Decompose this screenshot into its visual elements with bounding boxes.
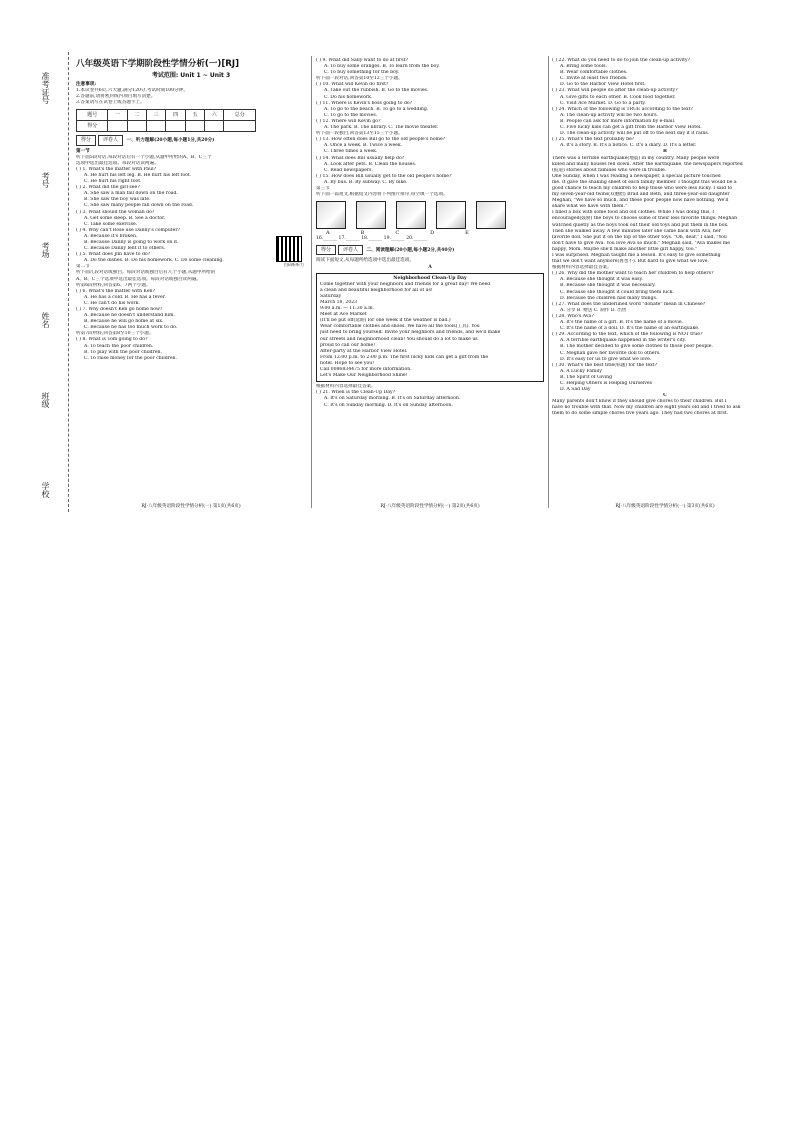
score-value-row	[77, 121, 256, 132]
text-line: A. He hurt his left leg. B. He hurt his left foot.	[84, 172, 192, 178]
text-line: a clean and beautiful neighborhood for all of us!	[320, 287, 433, 293]
score-cell: 三	[147, 110, 166, 121]
text-line: C	[663, 393, 667, 399]
text-line: A. Do the dishes. B. Do his homework. C. Do some cleaning.	[84, 258, 224, 264]
text-line: C. Because she thought it could bring them luck.	[560, 289, 674, 295]
notice-box	[316, 273, 544, 383]
text-line: A. Give gifts to each other. B. Cook food together.	[560, 94, 676, 100]
picture-label: A	[326, 230, 330, 237]
text-line: After-party at the Harbor View Hotel.	[320, 348, 408, 354]
text-line: ( ) 6. What's the matter with Ken?	[76, 288, 155, 294]
answer-blanks[interactable]: 16.______ 17.______ 18.______ 19.______ 20.______	[316, 236, 428, 242]
grader-box: 评卷人	[338, 245, 363, 255]
text-line: C. To raise money for the poor children.	[84, 355, 177, 361]
section-header	[76, 135, 306, 145]
text-line: 听下面一篇短文,根据短文内容将下列图片排序,每空填一个选项。	[316, 192, 448, 198]
score-cell	[224, 121, 256, 132]
text-line: Meet at Ace Market	[320, 312, 367, 318]
score-cell: 四	[166, 110, 185, 121]
text-line: C. He can't do his work.	[84, 300, 140, 306]
gutter-label: 考场	[41, 242, 50, 258]
text-line: A. Because she thought it was easy.	[560, 277, 643, 283]
picture-c	[396, 201, 426, 229]
text-line: Call 0086834475 for more information.	[320, 367, 412, 373]
text-line: A. 分享 B. 赠送 C. 制作 D. 出售	[560, 307, 627, 313]
text-line: hotel. Hope to see you!	[320, 360, 375, 366]
qr-caption: 扫码听听力	[284, 262, 304, 267]
text-line: A. By bus. B. By subway. C. By bike.	[324, 179, 408, 185]
picture-label: E	[465, 230, 469, 237]
text-line: ( ) 26. Why did the mother want to teach her children to help others?	[552, 271, 714, 277]
picture-row	[316, 201, 544, 229]
text-line: ( ) 24. Which of the following is TRUE according to the text?	[552, 106, 693, 112]
notice-title: Neighborhood Clean-Up Day	[393, 275, 467, 281]
text-line: B. Because she thought it was necessary.	[560, 283, 656, 289]
text-line: 根据材料内容选择最佳答案。	[316, 384, 376, 390]
passage-b	[552, 156, 778, 266]
text-line: ( ) 15. How does Bill usually get to the old people's home?	[316, 173, 452, 179]
exam-title: 八年级英语下学期阶段性学情分析(一)[RJ]	[76, 59, 240, 69]
question-list	[552, 265, 778, 417]
text-line: ( ) 3. What should the woman do?	[76, 209, 155, 215]
text-line: Meghan, "We have so much, and these poor people now have nothing. We'll	[552, 198, 729, 204]
text-line: B. Because Danny is going to work on it.	[84, 239, 179, 245]
text-line: just need to bring yourself. Invite your neighbors and friends, and we'll make	[320, 330, 501, 336]
text-line: ( ) 9. What did Sally want to do at first?	[316, 58, 408, 63]
text-line: 2.答题前,请将密封线内项目填写清楚。	[76, 94, 156, 100]
text-line: ( ) 14. What does Bill usually help do?	[316, 155, 405, 161]
text-line: A. A Lucky Family	[560, 368, 602, 374]
picture-d	[436, 201, 466, 229]
text-line: B. To play with the poor children.	[84, 349, 162, 355]
text-line: watched quietly as the boys took out their old toys and put them in the box.	[552, 222, 729, 228]
page-footer: RJ·八年级英语阶段性学情分析(一) 第2页(共6页)	[380, 503, 480, 509]
notice-list	[76, 88, 306, 106]
picture-e	[476, 201, 506, 229]
text-line: don't have to give Ava. You love Ava so much." Meghan said, "Ava makes me	[552, 240, 730, 246]
text-line: C. Because Danny lent it to others.	[84, 246, 166, 252]
column-divider	[311, 56, 312, 508]
text-line: ( ) 30. What's the best title(标题) for the text?	[552, 362, 658, 368]
text-line: C. Take some exercise.	[84, 221, 138, 227]
text-line: C. It's the name of a doll. D. It's the name of an earthquake.	[560, 326, 700, 332]
text-line: C. Five lucky kids can get a gift from the Harbor View Hotel.	[560, 125, 702, 131]
text-line: There was a terrible earthquake(地震) in my country. Many people were	[552, 155, 720, 161]
text-line: A. Take out the rubbish. B. Go to the movies.	[324, 88, 429, 94]
picture-label: C	[395, 230, 400, 237]
text-line: 1.本试卷共6页,六大题,满分120分,考试时间100分钟。	[76, 88, 188, 94]
column-divider	[548, 56, 549, 508]
binding-gutter	[34, 52, 69, 512]
score-box: 得分	[76, 135, 96, 145]
notice-heading: 注意事项:	[76, 82, 97, 88]
text-line: 听第6段材料,回答第6、7两个小题。	[76, 282, 151, 288]
score-cell: 六	[205, 110, 224, 121]
score-cell: 总分	[224, 110, 256, 121]
text-line: A. Because he doesn't understand him.	[84, 313, 175, 319]
text-line: killed and many houses fell down. After the earthquake, the newspapers reported	[552, 161, 743, 167]
text-line: A. To go to the beach. B. To go to a wedding.	[324, 106, 429, 112]
score-cell: 得分	[77, 121, 108, 132]
text-line: 根据材料内容选择最佳答案。	[552, 265, 612, 271]
text-line: ( ) 23. What will people do after the clean-up activity?	[552, 88, 678, 94]
text-line: C. Invite at least two friends.	[560, 76, 628, 82]
text-line: A. It's on Saturday morning. B. It's on Saturday afternoon.	[324, 396, 461, 402]
text-line: ( ) 11. Where is Kevin's boss going to do?	[316, 100, 413, 106]
text-line: D. Go to the Harbor View Hotel first.	[560, 82, 646, 88]
text-line: A. Get some sleep. B. See a doctor.	[84, 215, 166, 221]
question-list	[76, 167, 306, 362]
text-line: B. People can ask for more information by e-mail.	[560, 118, 676, 124]
text-line: A. Once a week. B. Twice a week.	[324, 143, 403, 149]
part-title: 第一节	[76, 148, 90, 154]
text-line: Come together with your neighbors and friends for a great day! We need	[320, 281, 491, 287]
text-line: 听下面5段对话,每段对话后有一个小题,从题中所给的A、B、C三个	[76, 154, 212, 160]
text-line: C. It's on Sunday morning. D. It's on Sunday afternoon.	[324, 402, 453, 408]
text-line: D. It's easy for us to give what we love.	[560, 356, 652, 362]
part-description	[76, 155, 306, 167]
text-line: C. Helping Others is Helping Ourselves	[560, 380, 652, 386]
page-3	[552, 58, 778, 510]
text-line: happy, Mom. Maybe she'll make another little girl happy, too."	[552, 246, 697, 252]
score-cell: 题号	[77, 110, 108, 121]
text-line: encouraged(鼓励) the boys to choose some of their less favorite things. Meghan	[552, 216, 738, 222]
score-cell: 二	[127, 110, 146, 121]
qr-code[interactable]	[276, 236, 302, 262]
text-line: ( ) 12. Where will Kevin go?	[316, 118, 381, 124]
grader-box: 评卷人	[98, 135, 123, 145]
section-title: 一、听力理解(20小题,每小题1分,共20分)	[126, 138, 215, 144]
picture-label: B	[360, 230, 365, 237]
text-line: A. A terrible earthquake happened in the writer's city.	[560, 338, 687, 344]
text-line: them to do some simple chores five years ago. They had two chores at first.	[552, 411, 729, 417]
passage-letter: A	[428, 264, 432, 270]
page-footer: RJ·八年级英语阶段性学情分析(一) 第1页(共6页)	[141, 503, 241, 509]
text-line: B. Wear comfortable clothes.	[560, 70, 628, 76]
text-line: 听下面几段对话或独白。每段对话或独白后有几个小题,从题中所给的	[76, 270, 216, 276]
text-line: C. Meghan gave her favorite doll to others.	[560, 350, 661, 356]
text-line: 选项中选出最佳选项。每段对话读两遍。	[76, 160, 159, 166]
text-line: ( ) 21. When is the Clean-Up Day?	[316, 390, 396, 396]
text-line: 听第7段材料,回答第8至10三个小题。	[76, 331, 154, 337]
text-line: me. It gave the shaking sheet of each family member. I thought this would be a	[552, 179, 737, 185]
exam-sheet	[34, 52, 746, 512]
text-line: A. The clean-up activity will be two hours.	[560, 112, 659, 118]
gutter-label: 学校	[41, 482, 50, 498]
text-line: good chance to teach my children to help those who were less lucky. I said to	[552, 185, 733, 191]
text-line: B. Because he will go home at six.	[84, 319, 164, 325]
text-line: C. She saw many people fall down on the road.	[84, 203, 194, 209]
text-line: 听下面一段独白,回答第13至15三个小题。	[316, 131, 403, 137]
text-line: C. Visit Ace Market. D. Go to a party.	[560, 100, 646, 106]
score-cell: 一	[108, 110, 127, 121]
text-line: B. She saw the boy was late.	[84, 197, 151, 203]
text-line: A. Because it's broken.	[84, 233, 138, 239]
text-line: A、B、C三个选项中选出最佳选项。每段对话或独白读两遍。	[76, 276, 202, 282]
text-line: D. The clean-up activity will be put off to the next day if it rains.	[560, 131, 710, 137]
text-line: C. Read newspapers.	[324, 167, 373, 173]
text-line: A. The park. B. The library. C. The movie theater.	[324, 125, 439, 131]
text-line: A. To teach the poor children.	[84, 343, 154, 349]
text-line: proud to call our home!	[320, 342, 376, 348]
text-line: 3.答案请写在试卷上或答题卡上。	[76, 100, 145, 106]
text-line: ( ) 13. How often does Bill go to the old people's home?	[316, 137, 446, 143]
text-line: our streets and neighborhood clean! You should do a lot to make us	[320, 336, 478, 342]
gutter-label: 班级	[41, 392, 50, 408]
text-line: I filled a box with some food and old clothes. While I was doing this, I	[552, 210, 715, 216]
text-line: that we don't want anymore(再也不). But hard to give what we love.	[552, 259, 709, 265]
page-footer: RJ·八年级英语阶段性学情分析(一) 第3页(共6页)	[615, 503, 715, 509]
score-box: 得分	[316, 245, 336, 255]
text-line: C. He hurt his right foot.	[84, 179, 142, 185]
score-table	[76, 109, 256, 132]
score-cell	[147, 121, 166, 132]
score-header-row	[77, 110, 256, 121]
text-line: A. It's a story. B. It's a notice. C. It's a diary. D. It's a letter.	[560, 143, 697, 149]
text-line: A. She saw a man fall down on the road.	[84, 191, 178, 197]
text-line: C. Do his homework.	[324, 94, 373, 100]
text-line: B	[663, 149, 667, 155]
text-line: I was surprised. Meghan taught me a lesson. It's easy to give something	[552, 253, 721, 258]
section-header	[316, 245, 544, 255]
picture-a	[316, 201, 346, 229]
text-line: ( ) 28. Who's Ava?	[552, 313, 594, 319]
text-line: Wear comfortable clothes and shoes. We have all the tools(工具). You	[320, 324, 480, 330]
text-line: have no trouble with that. Now my children are eight years old and I tried to ask	[552, 405, 741, 411]
text-line: C. To buy something for the boy.	[324, 70, 400, 76]
text-line: One Sunday, when I was reading a newspaper, a special picture touched	[552, 173, 721, 179]
text-line: share what we have with them."	[552, 204, 628, 210]
notice-body	[320, 282, 540, 380]
question-list	[552, 58, 778, 156]
text-line: 第三节	[316, 185, 330, 191]
text-line: my seven-year-old twins(双胞胎) Brad and Beth, and three-year-old daughter	[552, 192, 730, 198]
score-cell	[205, 121, 224, 132]
text-line: ( ) 5. What does Jim have to do?	[76, 252, 151, 258]
text-line: 第二节	[76, 264, 90, 270]
text-line: C. Because he has too much work to do.	[84, 325, 178, 331]
text-line: 9:00 a.m. — 11:30 a.m.	[320, 306, 375, 312]
text-line: B. The mother decided to give some clothes to those poor people.	[560, 344, 713, 350]
text-line: ( ) 29. According to the text, which of the following is NOT true?	[552, 332, 703, 338]
page-2	[316, 58, 544, 510]
text-line: A. Bring some tools.	[560, 64, 607, 70]
question-list	[316, 384, 544, 408]
text-line: favorite doll. She put it on the top of the other toys. "Oh, dear," I said, "You	[552, 234, 727, 240]
question-list	[316, 58, 544, 198]
score-cell	[185, 121, 204, 132]
score-cell	[166, 121, 185, 132]
text-line: ( ) 7. Why doesn't Ken go home now?	[76, 307, 163, 312]
text-line: ( ) 10. What will Kevin do first?	[316, 82, 389, 88]
section-title: 二、阅读理解(20小题,每小题2分,共40分)	[366, 248, 455, 254]
text-line: Let's Make Our Neighborhood Shine!	[320, 373, 408, 379]
text-line: ( ) 1. What's the matter with Paul?	[76, 166, 157, 172]
text-line: ( ) 2. What did the girl see?	[76, 185, 140, 191]
text-line: March 18, 2023	[320, 300, 358, 305]
text-line: ( ) 8. What is Tom going to do?	[76, 337, 148, 343]
text-line: (报道) stories about families who were in trouble.	[552, 167, 667, 173]
text-line: ( ) 27. What does the underlined word "donate" mean in Chinese?	[552, 301, 706, 307]
text-line: Saturday	[320, 293, 342, 299]
text-line: ( ) 22. What do you need to do to join the clean-up activity?	[552, 58, 691, 63]
picture-label: D	[430, 230, 435, 237]
text-line: A. It's the name of a girl. B. It's the name of a movie.	[560, 320, 684, 326]
gutter-label: 考号	[41, 172, 50, 188]
text-line: From 12:00 p.m. to 2:00 p.m. The first lucky kids can get a gift from the	[320, 354, 489, 360]
text-line: B. The Spirit of Giving	[560, 374, 613, 380]
text-line: 听下面一段对话,回答第10至12三个小题。	[316, 76, 403, 82]
text-line: (It'll be put off(延期) for one week if the weather is bad.)	[320, 318, 451, 324]
text-line: Then she walked away. A few minutes later she came back with Ava, her	[552, 228, 721, 234]
score-cell	[127, 121, 146, 132]
text-line: ( ) 4. Why can't Rose use Danny's computer?	[76, 227, 181, 233]
picture-b	[356, 201, 386, 229]
text-line: D. A Sad Day	[560, 387, 591, 393]
text-line: Many parents don't know if they should give chores to their children. But I	[552, 399, 727, 405]
text-line: C. To go to the movies.	[324, 112, 378, 118]
score-cell	[108, 121, 127, 132]
text-line: D. Because the children had many things.	[560, 295, 658, 301]
page-1	[76, 58, 306, 510]
gutter-label: 姓名	[41, 312, 50, 328]
text-line: A. Look after pets. B. Clean the houses.	[324, 161, 417, 167]
text-line: A. To buy some oranges. B. To learn from the boy.	[324, 64, 440, 70]
text-line: ( ) 25. What's the text probably be?	[552, 137, 635, 143]
score-cell: 五	[185, 110, 204, 121]
reading-instruction: 阅读下面短文,从每题所给选项中选出最佳选项。	[316, 258, 414, 264]
text-line: A. He has a cold. B. He has a fever.	[84, 294, 166, 300]
exam-scope: 考试范围: Unit 1 ~ Unit 3	[151, 72, 231, 79]
text-line: C. Three times a week.	[324, 149, 378, 155]
gutter-label: 准考证号	[41, 72, 50, 104]
